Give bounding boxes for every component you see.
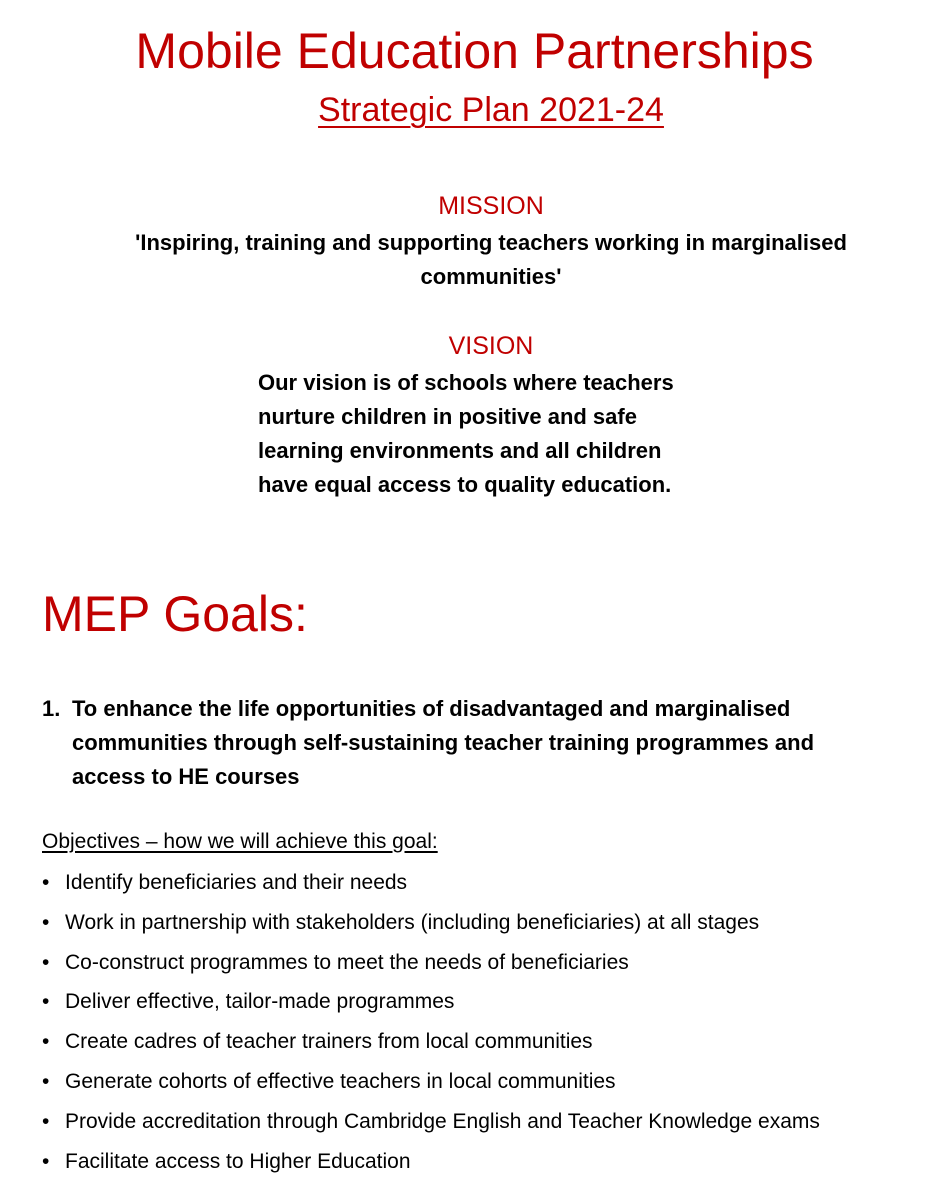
bullet-icon: •	[42, 1149, 50, 1173]
bullet-icon: •	[42, 910, 50, 934]
bullet-icon: •	[42, 1109, 50, 1133]
objectives-list	[42, 866, 932, 1184]
mission-heading: MISSION	[438, 192, 544, 220]
objectives-label: Objectives – how we will achieve this goal:	[42, 830, 438, 853]
list-item	[42, 1025, 932, 1065]
objective-text: Generate cohorts of effective teachers in local communities	[65, 1069, 616, 1093]
vision-heading: VISION	[448, 332, 534, 360]
vision-statement	[258, 366, 728, 502]
objective-text: Facilitate access to Higher Education	[65, 1149, 411, 1173]
objective-text: Co-construct programmes to meet the needs of beneficiaries	[65, 950, 629, 974]
objective-text: Provide accreditation through Cambridge English and Teacher Knowledge exams	[65, 1109, 820, 1133]
goal-line: To enhance the life opportunities of disadvantaged and marginalised	[72, 696, 791, 721]
bullet-icon: •	[42, 950, 50, 974]
list-item	[42, 1105, 932, 1145]
vision-line: nurture children in positive and safe	[258, 404, 637, 429]
document-subtitle: Strategic Plan 2021-24	[318, 91, 664, 129]
objective-text: Deliver effective, tailor-made programmes	[65, 990, 455, 1014]
objective-text: Work in partnership with stakeholders (including beneficiaries) at all stages	[65, 910, 760, 934]
list-item	[42, 1065, 932, 1105]
goal-line: communities through self-sustaining teacher training programmes and	[72, 730, 815, 755]
goal-text	[72, 692, 922, 794]
bullet-icon: •	[42, 1030, 50, 1054]
document-title: Mobile Education Partnerships	[135, 23, 814, 79]
list-item	[42, 946, 932, 986]
objective-text: Identify beneficiaries and their needs	[65, 871, 408, 894]
goal-item	[42, 692, 922, 794]
goals-heading: MEP Goals:	[42, 586, 308, 642]
vision-line: learning environments and all children	[258, 438, 662, 463]
list-item	[42, 906, 932, 946]
bullet-icon: •	[42, 1069, 50, 1093]
bullet-icon: •	[42, 990, 50, 1014]
mission-statement: 'Inspiring, training and supporting teachers working in marginalised communities'	[135, 230, 847, 289]
bullet-icon: •	[42, 871, 50, 894]
vision-line: Our vision is of schools where teachers	[258, 370, 674, 395]
objective-text: Create cadres of teacher trainers from local communities	[65, 1030, 593, 1054]
vision-line: have equal access to quality education.	[258, 472, 672, 497]
list-item	[42, 985, 932, 1025]
goal-number: 1.	[42, 696, 61, 721]
goal-line: access to HE courses	[72, 764, 300, 789]
list-item	[42, 1145, 932, 1185]
list-item	[42, 866, 932, 906]
